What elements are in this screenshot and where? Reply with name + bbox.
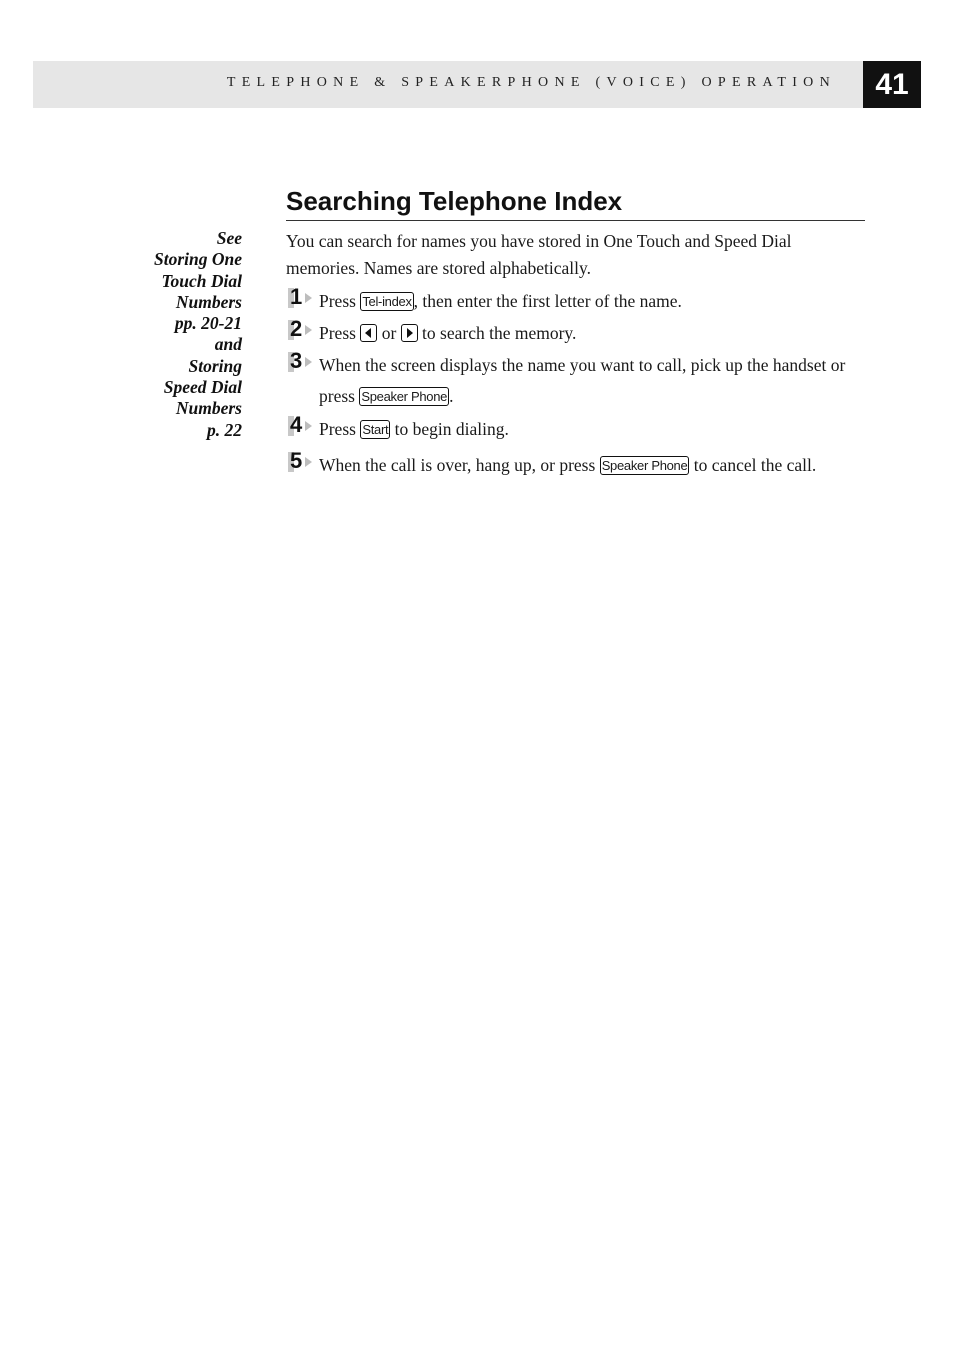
step-arrow-icon (305, 357, 312, 367)
note-line: and (214, 334, 242, 355)
tel-index-key: Tel-index (362, 294, 412, 309)
cross-reference-note (100, 228, 242, 441)
page-title: Searching Telephone Index (286, 186, 623, 216)
note-line: See (216, 228, 242, 248)
note-line: Storing (188, 355, 242, 376)
note-line: Storing One (153, 249, 242, 270)
note-line: pp. 20-21 (174, 313, 242, 334)
page-number: 41 (863, 61, 921, 108)
step-text: Press or to search the memory. (319, 323, 577, 343)
start-key: Start (362, 422, 389, 437)
left-arrow-key-icon (360, 324, 377, 342)
step-text: When the call is over, hang up, or press Speaker Phone to cancel the call. (319, 455, 817, 475)
step-text: Press Tel-index , then enter the first letter of the name. (319, 291, 682, 311)
step-arrow-icon (305, 325, 312, 335)
step-number-marker: 4 (286, 414, 316, 438)
step-number-marker: 2 (286, 318, 316, 342)
note-line: Speed Dial (163, 377, 242, 398)
section-title: TELEPHONE & SPEAKERPHONE (VOICE) OPERATION (226, 75, 836, 90)
speaker-phone-key: Speaker Phone (361, 389, 448, 404)
note-line: Numbers (175, 291, 242, 312)
note-line: p. 22 (207, 419, 242, 440)
step-arrow-icon (305, 421, 312, 431)
speaker-phone-key: Speaker Phone (601, 458, 688, 473)
step-text: When the screen displays the name you want to call, pick up the handset or press Speaker Phone . (319, 355, 846, 406)
step-number-marker: 1 (286, 286, 316, 310)
title-rule (286, 220, 865, 221)
step-number-marker: 5 (286, 450, 316, 474)
step-number-marker: 3 (286, 350, 316, 374)
step-arrow-icon (305, 457, 312, 467)
note-line: Touch Dial (161, 270, 242, 291)
intro-paragraph: You can search for names you have stored in One Touch and Speed Dial memories. Names are stored alphabetically. (286, 231, 792, 278)
step-text: Press Start to begin dialing. (319, 419, 509, 439)
right-arrow-key-icon (401, 324, 418, 342)
note-line: Numbers (175, 398, 242, 419)
step-arrow-icon (305, 293, 312, 303)
